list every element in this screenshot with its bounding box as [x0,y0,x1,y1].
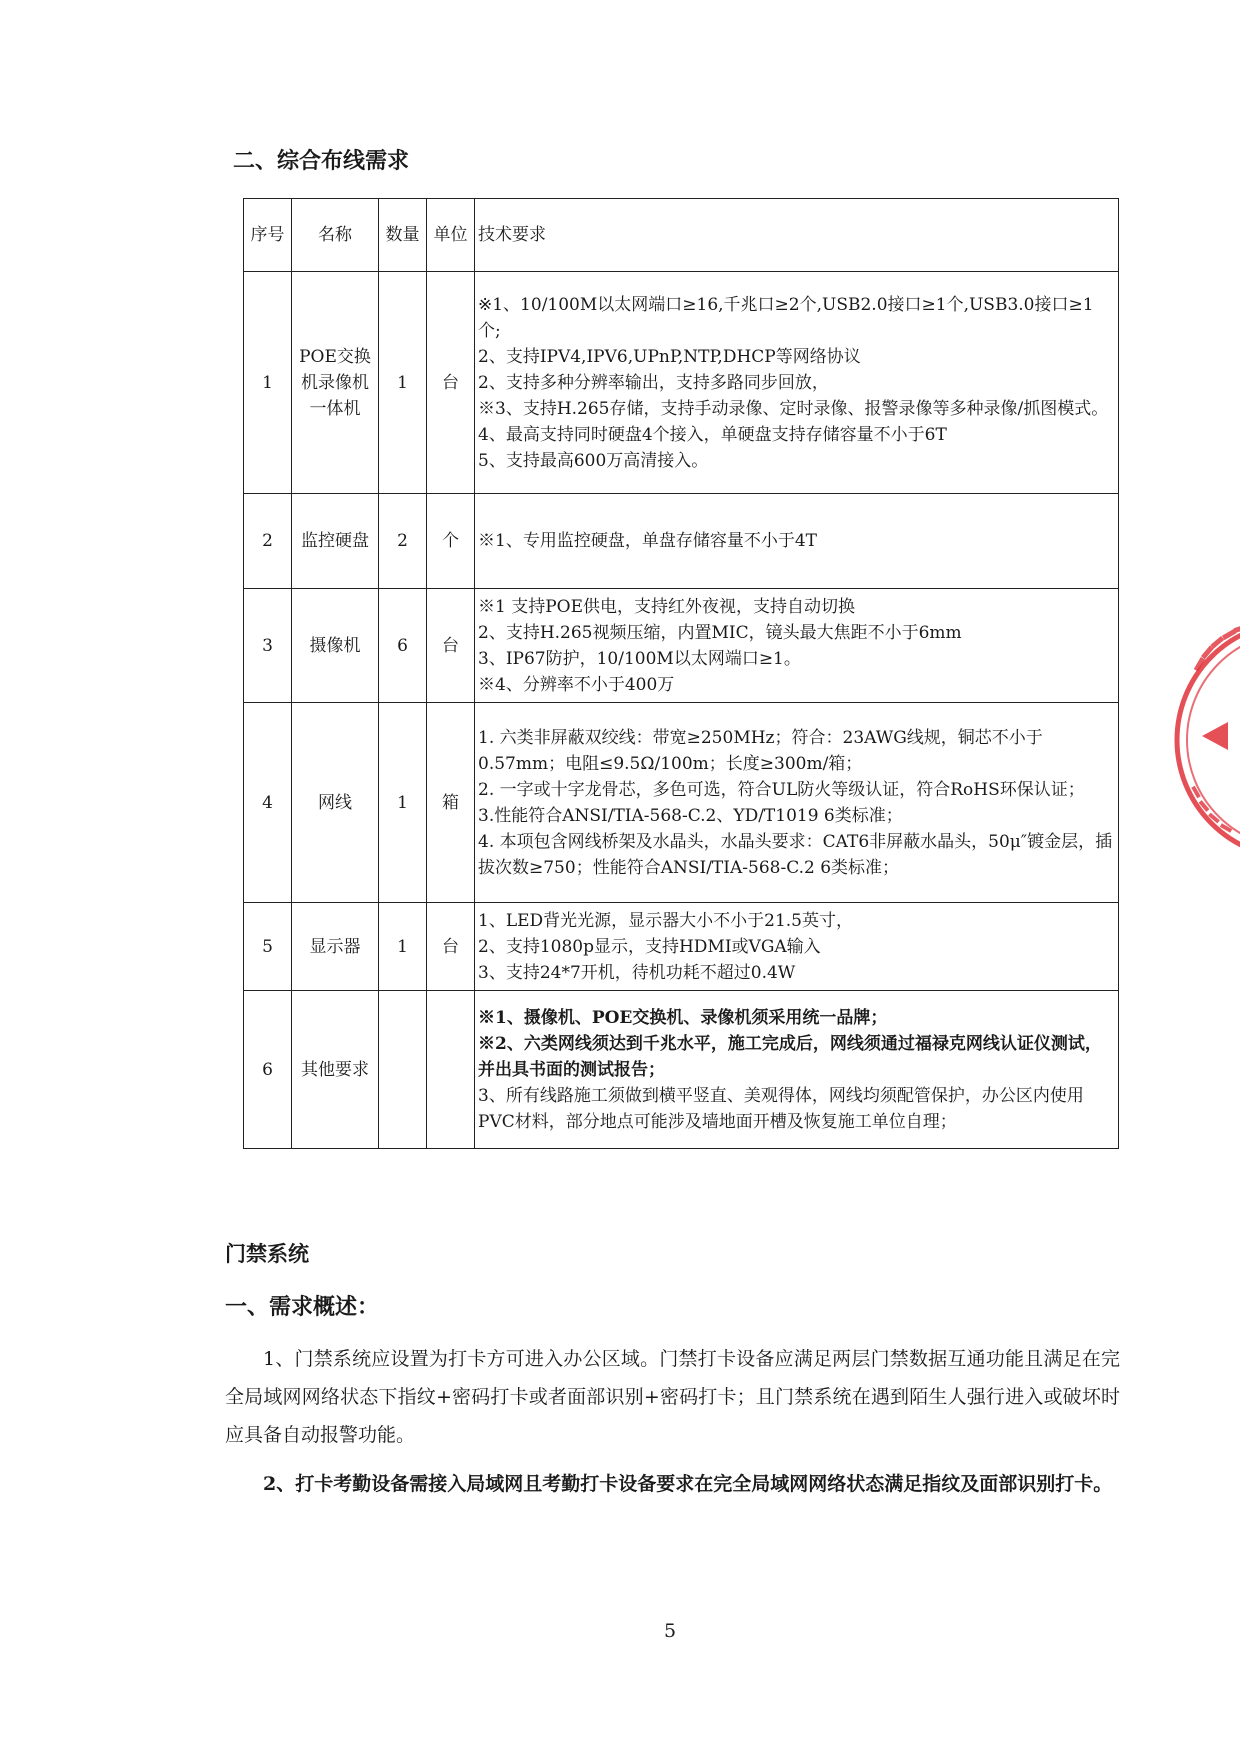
tech-line: 2、支持IPV4,IPV6,UPnP,NTP,DHCP等网络协议 [478,346,861,367]
tech-line: 2、支持1080p显示，支持HDMI或VGA输入 [478,936,821,957]
tech-line: 5、支持最高600万高清接入。 [478,450,709,471]
section-title: 二、综合布线需求 [233,149,410,174]
tech-line: ※1、摄像机、POE交换机、录像机须采用统一品牌； [478,1007,888,1028]
tech-line: 3、IP67防护，10/100M以太网端口≥1。 [478,648,801,669]
row-qty: 6 [379,589,427,703]
row-tech [475,494,1119,589]
row-unit: 台 [427,272,475,494]
row-tech [475,903,1119,991]
table-row [244,589,1119,703]
row-name: 监控硬盘 [292,494,379,589]
company-seal-stamp [1170,610,1240,870]
row-unit: 台 [427,903,475,991]
row-name: POE交换机录像机一体机 [292,272,379,494]
table-row [244,903,1119,991]
row-no: 4 [244,703,292,903]
requirements-table [243,198,1119,1149]
row-unit: 台 [427,589,475,703]
tech-line: 2、支持H.265视频压缩，内置MIC，镜头最大焦距不小于6mm [478,622,962,643]
table-row [244,494,1119,589]
seal-graphic [1170,610,1240,870]
tech-line: 2、支持多种分辨率输出，支持多路同步回放， [478,372,829,393]
row-no: 2 [244,494,292,589]
row-tech [475,272,1119,494]
table-row [244,703,1119,903]
tech-line: 1、LED背光光源，显示器大小不小于21.5英寸， [478,910,853,931]
tech-line: 1. 六类非屏蔽双绞线：带宽≥250MHz；符合：23AWG线规，铜芯不小于0.57mm；电阻≤9.5Ω/100m；长度≥300m/箱； [478,727,1043,774]
header-name: 名称 [292,199,379,272]
row-tech [475,589,1119,703]
row-qty: 1 [379,272,427,494]
tech-line: 3、支持24*7开机，待机功耗不超过0.4W [478,962,796,983]
tech-line: ※1、专用监控硬盘，单盘存储容量不小于4T [478,531,817,551]
tech-line: ※1、10/100M以太网端口≥16,千兆口≥2个,USB2.0接口≥1个,USB3.0接口≥1个; [478,294,1094,341]
header-no: 序号 [244,199,292,272]
page-number: 5 [663,1620,677,1642]
row-tech [475,703,1119,903]
row-unit: 个 [427,494,475,589]
header-tech: 技术要求 [475,199,1119,272]
tech-line: ※4、分辨率不小于400万 [478,674,675,695]
row-name: 摄像机 [292,589,379,703]
row-qty: 1 [379,903,427,991]
row-qty: 2 [379,494,427,589]
access-system-title: 门禁系统 [225,1242,309,1266]
paragraph-2: 2、打卡考勤设备需接入局域网且考勤打卡设备要求在完全局域网网络状态满足指纹及面部识别打卡。 [263,1473,1113,1495]
tech-line: ※3、支持H.265存储，支持手动录像、定时录像、报警录像等多种录像/抓图模式。 [478,398,1109,419]
row-name: 显示器 [292,903,379,991]
overview-title: 一、需求概述： [225,1295,380,1320]
header-qty: 数量 [379,199,427,272]
tech-line: 2. 一字或十字龙骨芯，多色可选，符合UL防火等级认证，符合RoHS环保认证； [478,779,1085,800]
row-qty [379,991,427,1149]
row-name: 网线 [292,703,379,903]
row-unit: 箱 [427,703,475,903]
row-no: 3 [244,589,292,703]
row-no: 1 [244,272,292,494]
tech-line: 4. 本项包含网线桥架及水晶头，水晶头要求：CAT6非屏蔽水晶头，50μ″镀金层，插拔次数≥750；性能符合ANSI/TIA-568-C.2 6类标准； [478,831,1113,878]
row-no: 6 [244,991,292,1149]
header-unit: 单位 [427,199,475,272]
table-row [244,991,1119,1149]
tech-line: 3、所有线路施工须做到横平竖直、美观得体，网线均须配管保护，办公区内使用PVC材料，部分地点可能涉及墙地面开槽及恢复施工单位自理； [478,1085,1084,1132]
tech-line: 3.性能符合ANSI/TIA-568-C.2、YD/T1019 6类标准； [478,805,903,826]
row-unit [427,991,475,1149]
table-row [244,272,1119,494]
paragraph-1: 1、门禁系统应设置为打卡方可进入办公区域。门禁打卡设备应满足两层门禁数据互通功能且满足在完全局域网网络状态下指纹+密码打卡或者面部识别+密码打卡；且门禁系统在遇到陌生人强行进入或破坏时应具备自动报警功能。 [225,1348,1120,1446]
table-header-row [244,199,1119,272]
row-name: 其他要求 [292,991,379,1149]
row-qty: 1 [379,703,427,903]
tech-line: ※2、六类网线须达到千兆水平，施工完成后，网线须通过福禄克网线认证仪测试，并出具书面的测试报告； [478,1033,1102,1080]
row-no: 5 [244,903,292,991]
tech-line: ※1 支持POE供电，支持红外夜视，支持自动切换 [478,596,856,617]
row-tech [475,991,1119,1149]
tech-line: 4、最高支持同时硬盘4个接入，单硬盘支持存储容量不小于6T [478,424,947,445]
